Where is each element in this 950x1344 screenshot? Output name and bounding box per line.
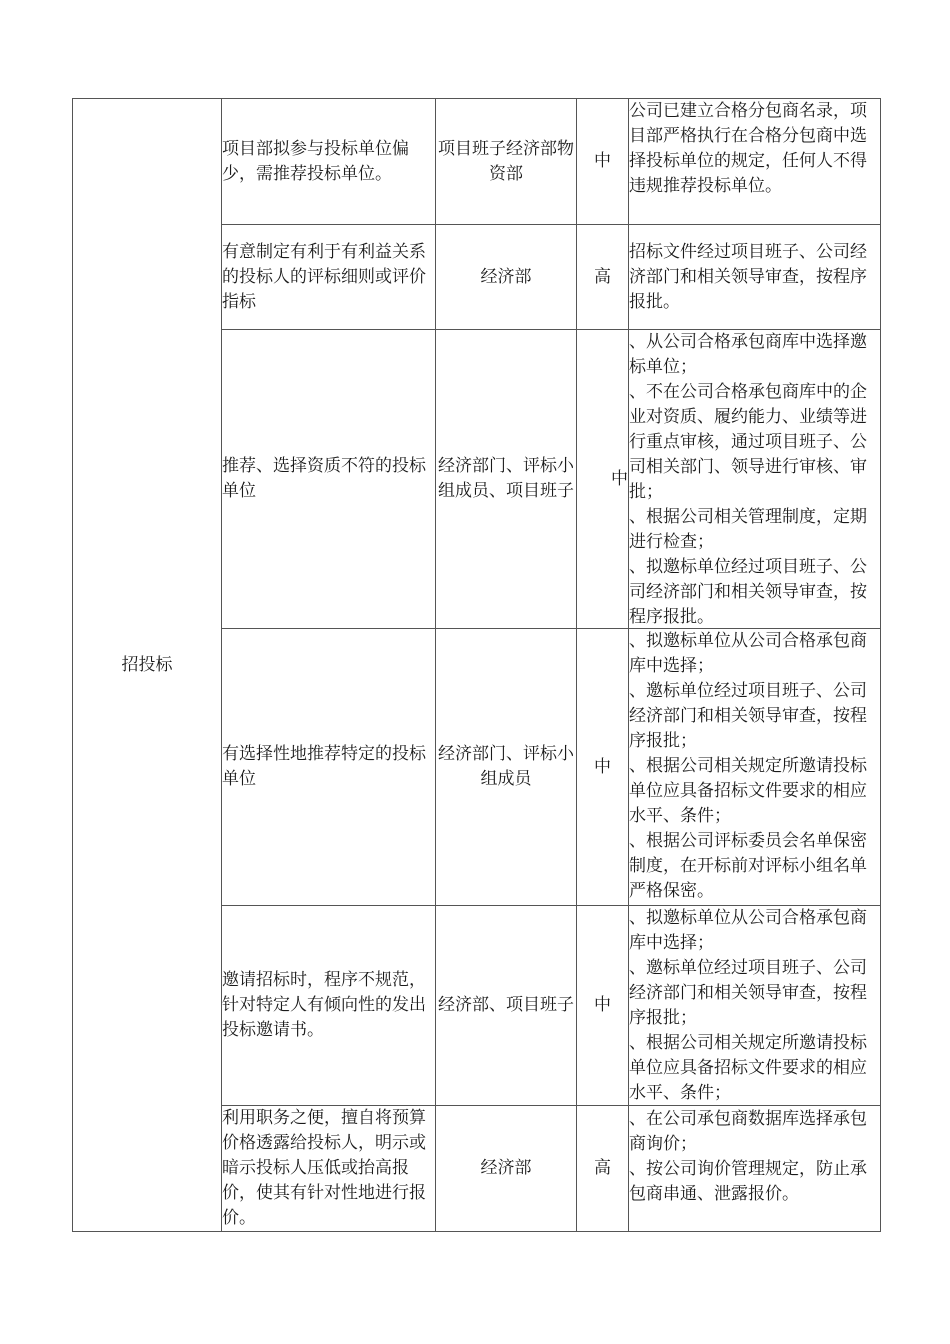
level-cell: 中 bbox=[577, 99, 629, 225]
measure-item: 、拟邀标单位经过项目班子、公司经济部门和相关领导审查，按程序报批。 bbox=[629, 557, 867, 627]
dept-cell: 经济部 bbox=[436, 225, 577, 330]
table-row bbox=[73, 99, 881, 225]
measure-cell bbox=[629, 906, 881, 1106]
measure-cell bbox=[629, 99, 881, 225]
risk-cell: 利用职务之便，擅自将预算价格透露给投标人，明示或暗示投标人压低或抬高报价，使其有针对性地进行报价。 bbox=[222, 1106, 436, 1232]
measure-cell bbox=[629, 1106, 881, 1232]
dept-cell: 经济部 bbox=[436, 1106, 577, 1232]
measure-cell bbox=[629, 225, 881, 330]
level-cell: 中 bbox=[577, 906, 629, 1106]
level-cell: 中 bbox=[577, 629, 629, 906]
category-cell: 招投标 bbox=[73, 99, 222, 1232]
measure-item: 、根据公司相关规定所邀请投标单位应具备招标文件要求的相应水平、条件； bbox=[629, 756, 867, 826]
measure-cell bbox=[629, 330, 881, 629]
risk-table bbox=[72, 98, 881, 1232]
measure-item: 公司已建立合格分包商名录，项目部严格执行在合格分包商中选择投标单位的规定，任何人不得违规推荐投标单位。 bbox=[629, 101, 867, 196]
level-cell: 高 bbox=[577, 1106, 629, 1232]
risk-cell: 项目部拟参与投标单位偏少，需推荐投标单位。 bbox=[222, 99, 436, 225]
dept-cell: 经济部、项目班子 bbox=[436, 906, 577, 1106]
dept-cell: 项目班子经济部物资部 bbox=[436, 99, 577, 225]
level-cell: 中 bbox=[577, 330, 629, 629]
risk-cell: 推荐、选择资质不符的投标单位 bbox=[222, 330, 436, 629]
measure-item: 、邀标单位经过项目班子、公司经济部门和相关领导审查，按程序报批； bbox=[629, 958, 867, 1028]
measure-item: 、在公司承包商数据库选择承包商询价； bbox=[629, 1109, 867, 1154]
dept-cell: 经济部门、评标小组成员、项目班子 bbox=[436, 330, 577, 629]
measure-item: 、不在公司合格承包商库中的企业对资质、履约能力、业绩等进行重点审核，通过项目班子、公司相关部门、领导进行审核、审批； bbox=[629, 382, 867, 502]
measure-item: 招标文件经过项目班子、公司经济部门和相关领导审查，按程序报批。 bbox=[629, 241, 867, 312]
measure-item: 、拟邀标单位从公司合格承包商库中选择； bbox=[629, 908, 867, 953]
measure-item: 、根据公司评标委员会名单保密制度，在开标前对评标小组名单严格保密。 bbox=[629, 831, 867, 901]
measure-item: 、根据公司相关规定所邀请投标单位应具备招标文件要求的相应水平、条件； bbox=[629, 1033, 867, 1103]
measure-item: 、按公司询价管理规定，防止承包商串通、泄露报价。 bbox=[629, 1159, 867, 1204]
dept-cell: 经济部门、评标小组成员 bbox=[436, 629, 577, 906]
risk-cell: 邀请招标时，程序不规范，针对特定人有倾向性的发出投标邀请书。 bbox=[222, 906, 436, 1106]
measure-item: 、根据公司相关管理制度，定期进行检查； bbox=[629, 507, 867, 552]
measure-cell bbox=[629, 629, 881, 906]
risk-cell: 有意制定有利于有利益关系的投标人的评标细则或评价指标 bbox=[222, 225, 436, 330]
measure-item: 、拟邀标单位从公司合格承包商库中选择； bbox=[629, 631, 867, 676]
level-cell: 高 bbox=[577, 225, 629, 330]
measure-item: 、从公司合格承包商库中选择邀标单位； bbox=[629, 332, 867, 377]
risk-cell: 有选择性地推荐特定的投标单位 bbox=[222, 629, 436, 906]
measure-item: 、邀标单位经过项目班子、公司经济部门和相关领导审查，按程序报批； bbox=[629, 681, 867, 751]
